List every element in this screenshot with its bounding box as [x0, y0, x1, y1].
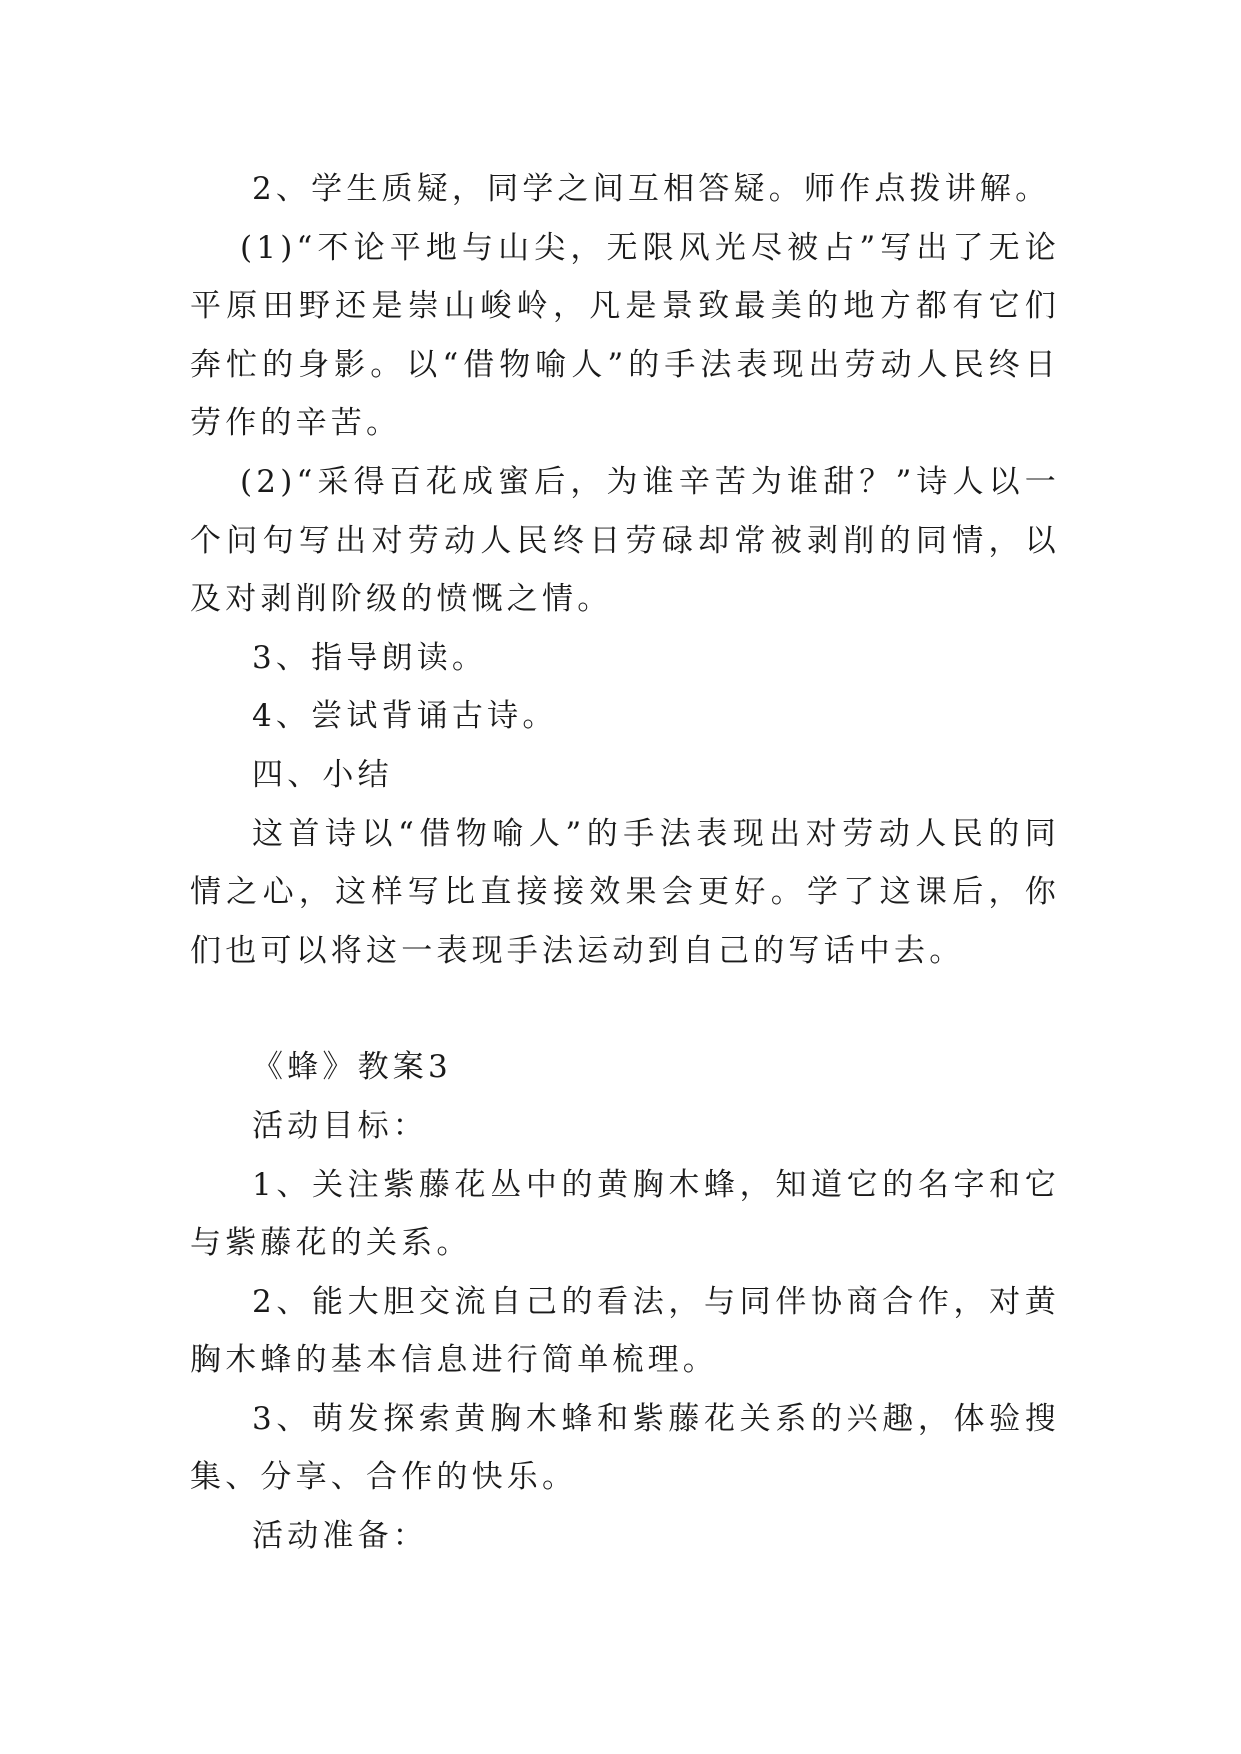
section-heading-summary: 四、小结 [252, 756, 393, 793]
goal-item: 1、关注紫藤花丛中的黄胸木蜂，知道它的名字和它与紫藤花的关系。 [190, 1166, 1060, 1262]
goal-item: 3、萌发探索黄胸木蜂和紫藤花关系的兴趣，体验搜集、分享、合作的快乐。 [190, 1400, 1060, 1496]
paragraph-analysis-2: (2)“采得百花成蜜后，为谁辛苦为谁甜？”诗人以一个问句写出对劳动人民终日劳碌却常被剥削的同情，以及对剥削阶级的愤慨之情。 [190, 463, 1060, 618]
section-title: 《蜂》教案3 [252, 1049, 452, 1086]
paragraph-analysis-1: (1)“不论平地与山尖，无限风光尽被占”写出了无论平原田野还是崇山峻岭，凡是景致最美的地方都有它们奔忙的身影。以“借物喻人”的手法表现出劳动人民终日劳作的辛苦。 [190, 229, 1060, 442]
section-subtitle-preparation: 活动准备： [252, 1518, 428, 1555]
document-body [190, 160, 1060, 1566]
section-subtitle-goals: 活动目标： [252, 1107, 428, 1144]
goal-item: 2、能大胆交流自己的看法，与同伴协商合作，对黄胸木蜂的基本信息进行简单梳理。 [190, 1283, 1060, 1379]
paragraph-student-questions: 2、学生质疑，同学之间互相答疑。师作点拨讲解。 [252, 171, 1051, 207]
paragraph-guided-reading: 3、指导朗读。 [252, 639, 488, 676]
paragraph-recite: 4、尝试背诵古诗。 [252, 698, 558, 735]
paragraph-summary: 这首诗以“借物喻人”的手法表现出对劳动人民的同情之心，这样写比直接接效果会更好。学了这课后，你们也可以将这一表现手法运动到自己的写话中去。 [190, 815, 1060, 969]
section-spacer [190, 980, 1060, 1038]
